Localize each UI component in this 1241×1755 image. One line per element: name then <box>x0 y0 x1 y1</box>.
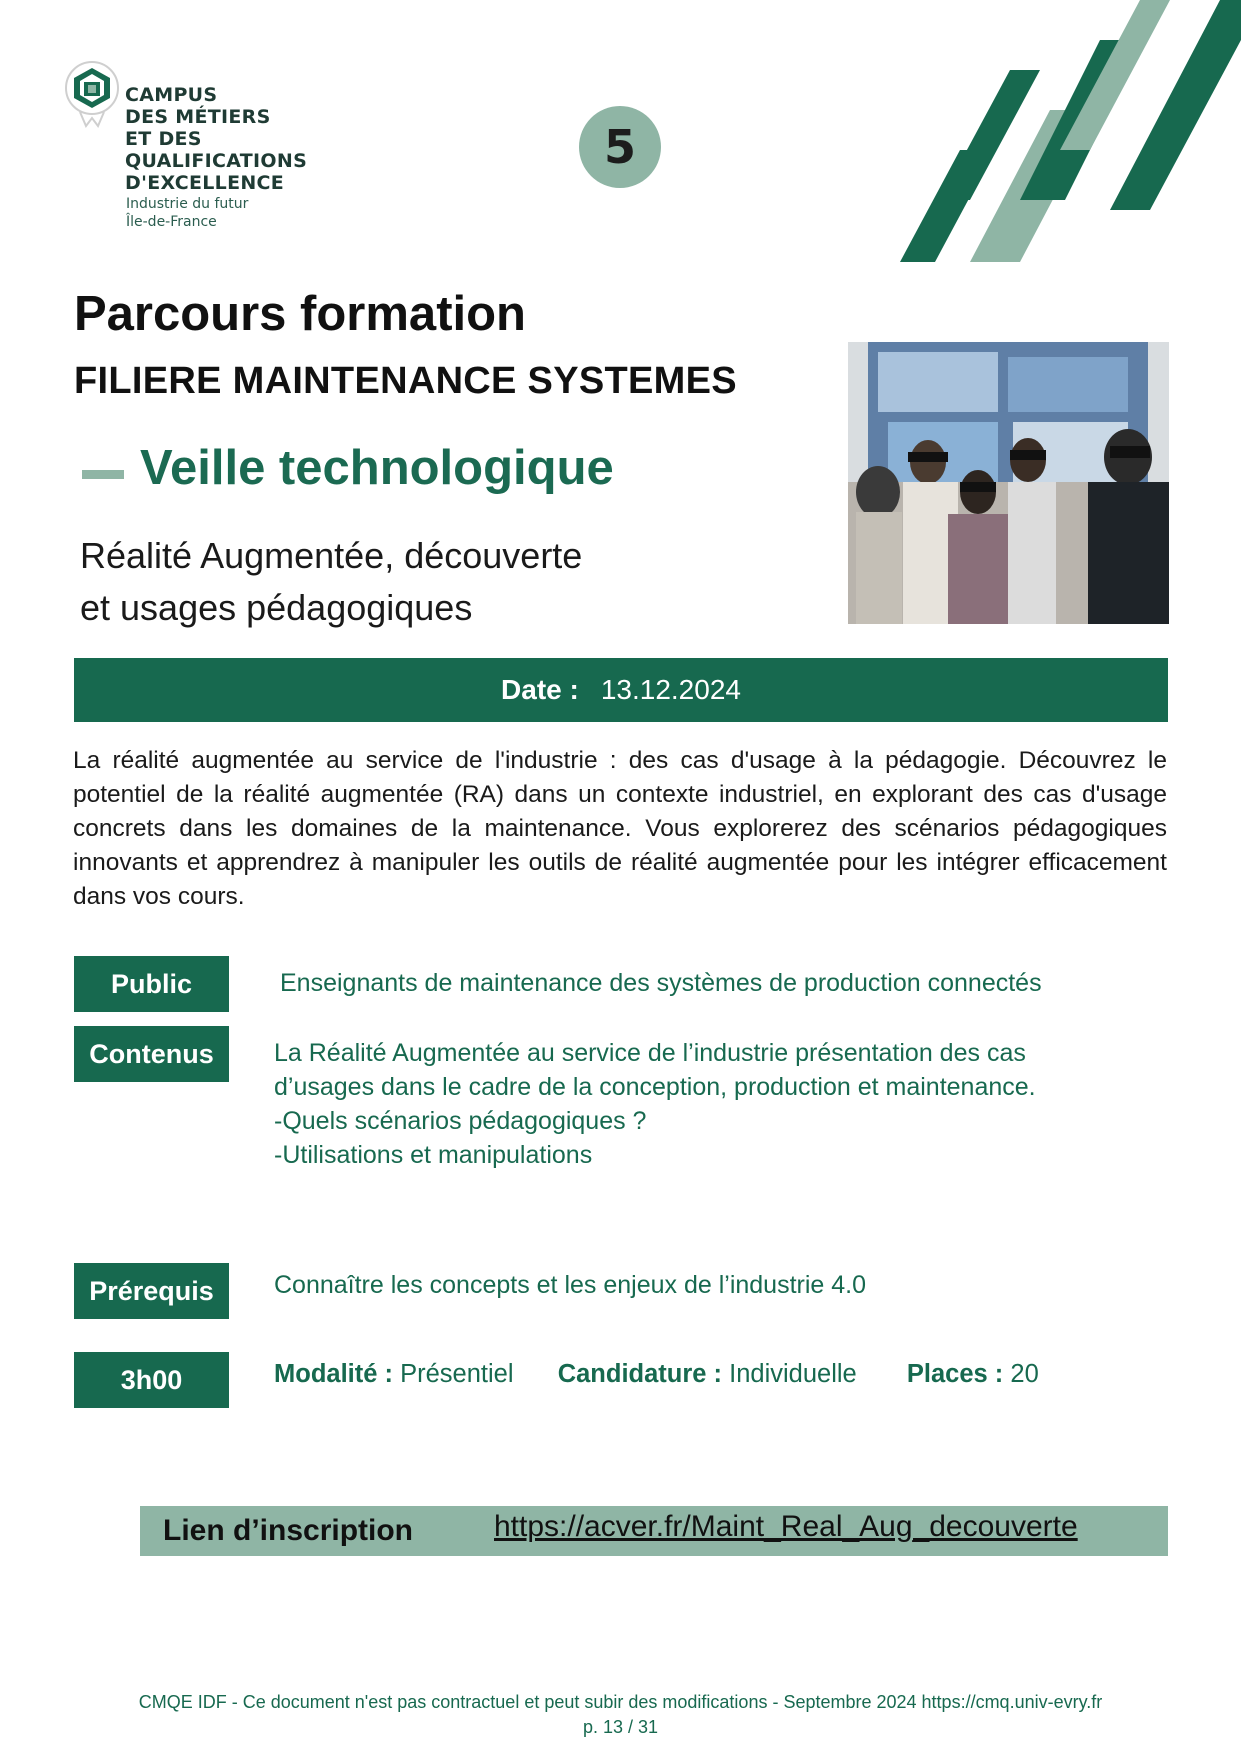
list-item: -Utilisations et manipulations <box>274 1141 593 1169</box>
date-value: 13.12.2024 <box>600 674 741 705</box>
inscription-link[interactable]: https://acver.fr/Maint_Real_Aug_decouverte <box>494 1510 1078 1543</box>
places-label: Places : <box>906 1360 1004 1388</box>
filiere-title: FILIERE MAINTENANCE SYSTEMES <box>74 360 737 402</box>
candidature-value: Individuelle <box>729 1360 857 1388</box>
date-label: Date : <box>501 674 579 705</box>
course-subtitle: Réalité Augmentée, découverte et usages pédagogiques <box>80 535 583 628</box>
theme-dash <box>82 470 124 479</box>
ar-training-photo <box>848 342 1169 624</box>
list-item: -Quels scénarios pédagogiques ? <box>274 1107 647 1135</box>
decorative-stripes-icon <box>900 0 1241 262</box>
candidature-label: Candidature : <box>557 1360 723 1388</box>
modalities-row <box>274 1360 1039 1389</box>
page-title: Parcours formation <box>74 287 526 341</box>
course-description: La réalité augmentée au service de l'industrie : des cas d'usage à la pédagogie. Découvrez le potentiel de la réalité augmentée (RA) dans un contexte industriel, en explorant des cas d'usage concrets dans les domaines de la maintenance. Vous explorerez des scénarios pédagogiques innovants et apprendrez à manipuler les outils de réalité augmentée pour les intégrer efficacement dans vos cours. <box>73 747 1167 910</box>
places-value: 20 <box>1010 1360 1039 1388</box>
duration-label: 3h00 <box>74 1352 229 1408</box>
footer-note: CMQE IDF - Ce document n'est pas contractuel et peut subir des modifications - Septembre 2024 https://cmq.univ-evry.fr <box>138 1692 1103 1712</box>
public-label: Public <box>74 956 229 1012</box>
modalite-value: Présentiel <box>400 1360 514 1388</box>
logo-title: CAMPUS DES MÉTIERS ET DES QUALIFICATIONS D'EXCELLENCE <box>125 84 308 194</box>
footer-page: p. 13 / 31 <box>582 1717 659 1737</box>
list-item: La Réalité Augmentée au service de l’industrie présentation des cas <box>274 1039 1026 1067</box>
prerequis-value: Connaître les concepts et les enjeux de l’industrie 4.0 <box>274 1271 867 1299</box>
modalite-label: Modalité : <box>274 1360 393 1388</box>
theme-title: Veille technologique <box>140 441 614 495</box>
campus-logo-icon <box>62 60 122 130</box>
contenus-list <box>274 1036 1036 1172</box>
public-value: Enseignants de maintenance des systèmes de production connectés <box>280 969 1042 997</box>
list-item: d’usages dans le cadre de la conception, production et maintenance. <box>274 1073 1036 1101</box>
footer <box>0 1690 1241 1740</box>
page-number-badge: 5 <box>579 106 661 188</box>
inscription-label: Lien d’inscription <box>163 1514 414 1547</box>
logo-subtitle: Industrie du futur Île-de-France <box>126 196 249 230</box>
contenus-label: Contenus <box>74 1026 229 1082</box>
date-bar <box>74 658 1168 722</box>
prerequis-label: Prérequis <box>74 1263 229 1319</box>
